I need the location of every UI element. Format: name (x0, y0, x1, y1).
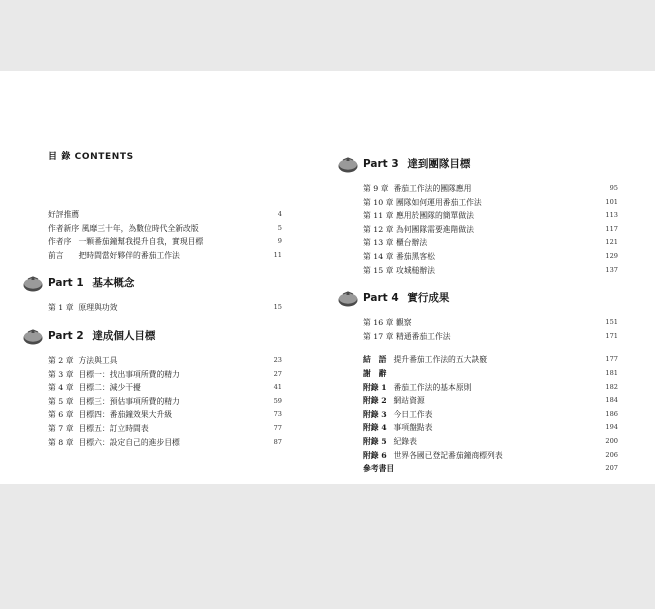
page-number: 194 (605, 423, 618, 432)
toc-row[interactable] (48, 408, 282, 422)
part-name: 達到團隊目標 (407, 158, 471, 170)
toc-row[interactable] (48, 235, 282, 249)
page-number: 73 (273, 410, 282, 419)
chapter-title: 精通番茄工作法 (395, 331, 451, 341)
page-number: 27 (273, 369, 282, 378)
page-number: 206 (605, 450, 618, 459)
part-name: 實行成果 (407, 292, 450, 305)
page-number: 171 (605, 331, 618, 340)
page-number: 186 (605, 409, 618, 418)
toc-row[interactable] (363, 408, 618, 422)
entry-title: 世界各國已登記番茄鐘商標列表 (393, 450, 503, 460)
chapter-title: 番茄黑客松 (395, 251, 435, 261)
chapter-label: 第 1 章 (48, 303, 74, 313)
chapter-title: 目標六：設定自己的進步目標 (78, 437, 180, 447)
part-number: Part 3 (363, 158, 399, 170)
page-number: 177 (605, 355, 618, 364)
page-number: 5 (277, 223, 282, 232)
toc-row[interactable] (48, 436, 282, 450)
toc-row[interactable] (363, 330, 618, 344)
part-name: 達成個人目標 (92, 329, 156, 342)
page-number: 129 (605, 251, 618, 260)
page-number: 59 (273, 396, 282, 405)
page-number: 4 (277, 210, 282, 218)
spacer (363, 343, 618, 353)
toc-row[interactable] (363, 264, 618, 278)
front-matter (48, 208, 282, 262)
entry-label: 結 語 (363, 355, 387, 365)
page-number: 181 (605, 368, 618, 377)
page-number: 121 (605, 238, 618, 247)
toc-row[interactable] (363, 209, 618, 223)
part-heading-4[interactable] (363, 289, 618, 307)
toc-row[interactable] (363, 196, 618, 210)
chapter-label: 第 16 章 (363, 318, 394, 328)
chapter-label: 第 13 章 (363, 238, 394, 248)
toc-row[interactable] (363, 394, 618, 408)
toc-row[interactable] (48, 381, 282, 395)
chapter-title: 番茄工作法的團隊應用 (393, 184, 472, 193)
page-number: 184 (605, 396, 618, 405)
chapter-label: 第 10 章 (363, 197, 394, 207)
toc-row[interactable] (48, 395, 282, 409)
entry-title: 事項盤點表 (393, 423, 433, 433)
chapter-title: 目標一：找出事項所費的精力 (78, 369, 180, 379)
toc-row[interactable] (48, 368, 282, 382)
page-number: 87 (273, 437, 282, 446)
toc-title: 目 錄 CONTENTS (48, 152, 134, 162)
tomato-timer-icon (22, 325, 44, 347)
entry-label: 附錄 4 (363, 423, 387, 433)
toc-row[interactable] (363, 367, 618, 381)
entry-title: 今日工作表 (393, 409, 433, 419)
page-number: 200 (605, 436, 618, 445)
chapter-label: 第 2 章 (48, 355, 74, 365)
page-number: 137 (605, 265, 618, 274)
right-page (363, 155, 618, 476)
entry-title: 風靡三十年，為數位時代全新改版 (81, 223, 199, 233)
entry-label: 附錄 5 (363, 436, 387, 446)
entry-title: 網站資源 (393, 396, 425, 406)
page-number: 117 (605, 224, 618, 233)
toc-row[interactable] (363, 316, 618, 330)
entry-label: 附錄 1 (363, 382, 387, 392)
entry-title: 紀錄表 (393, 436, 417, 446)
chapter-label: 第 8 章 (48, 437, 74, 447)
page-number: 41 (273, 383, 282, 392)
entry-title: 一顆番茄鐘幫我提升自我，實現目標 (78, 237, 204, 247)
toc-row[interactable] (363, 223, 618, 237)
entry-label: 附錄 3 (363, 409, 387, 419)
part-number: Part 2 (48, 329, 84, 342)
toc-row[interactable] (363, 462, 618, 476)
toc-row[interactable] (363, 236, 618, 250)
page-number: 95 (609, 184, 618, 192)
toc-row[interactable] (363, 182, 618, 196)
page-number: 113 (605, 211, 618, 220)
toc-row[interactable] (363, 421, 618, 435)
chapter-title: 目標三：預估事項所費的精力 (78, 396, 180, 406)
chapter-label: 第 14 章 (363, 251, 394, 261)
page-number: 9 (277, 237, 282, 246)
page-number: 207 (605, 464, 618, 473)
page-number: 151 (605, 318, 618, 327)
toc-row[interactable] (48, 208, 282, 222)
chapter-title: 觀察 (395, 318, 412, 328)
toc-row[interactable] (363, 435, 618, 449)
entry-title: 好評推薦 (48, 210, 80, 219)
toc-row[interactable] (48, 301, 282, 315)
page-number: 182 (605, 382, 618, 391)
chapter-label: 第 4 章 (48, 383, 74, 393)
toc-row[interactable] (363, 353, 618, 367)
chapter-label: 第 7 章 (48, 423, 74, 433)
toc-row[interactable] (48, 249, 282, 263)
part-heading-3[interactable] (363, 155, 618, 173)
chapter-label: 第 12 章 (363, 224, 394, 234)
entry-title: 提升番茄工作法的五大訣竅 (393, 355, 488, 365)
toc-row[interactable] (363, 449, 618, 463)
chapter-title: 原理與功效 (78, 303, 118, 313)
chapter-label: 第 9 章 (363, 184, 389, 193)
entry-title: 把時間當好夥伴的番茄工作法 (78, 250, 180, 260)
chapter-title: 目標五：訂立時間表 (78, 423, 149, 433)
part-name: 基本概念 (92, 277, 135, 290)
chapter-label: 第 5 章 (48, 396, 74, 406)
entry-label: 參考書目 (363, 464, 395, 474)
page-number: 101 (605, 197, 618, 206)
left-page (48, 149, 282, 449)
toc-row[interactable] (363, 250, 618, 264)
page-number: 23 (273, 355, 282, 364)
toc-row[interactable] (363, 381, 618, 395)
chapter-title: 方法與工具 (78, 355, 118, 365)
chapter-label: 第 11 章 (363, 211, 394, 221)
entry-label: 前言 (48, 250, 64, 260)
toc-row[interactable] (48, 422, 282, 436)
entry-label: 謝 辭 (363, 368, 387, 378)
tomato-timer-icon (22, 272, 44, 294)
tomato-timer-icon (337, 287, 359, 309)
book-spread (0, 71, 655, 484)
part-number: Part 1 (48, 277, 84, 290)
part-number: Part 4 (363, 292, 399, 305)
chapter-title: 團隊如何運用番茄工作法 (395, 197, 482, 207)
entry-label: 附錄 6 (363, 450, 387, 460)
part-heading-1[interactable] (48, 274, 282, 292)
chapter-label: 第 17 章 (363, 331, 394, 341)
page-number: 77 (273, 423, 282, 432)
chapter-title: 為何團隊需要進階做法 (395, 224, 474, 234)
entry-label: 作者序 (48, 237, 72, 247)
chapter-title: 目標四：番茄鐘效果大升級 (78, 410, 173, 420)
toc-row[interactable] (48, 222, 282, 236)
toc-row[interactable] (48, 354, 282, 368)
chapter-title: 攻城槌辦法 (395, 265, 435, 275)
tomato-timer-icon (337, 153, 359, 175)
chapter-title: 櫃台辦法 (395, 238, 428, 248)
page-number: 15 (273, 303, 282, 312)
entry-label: 作者新序 (48, 223, 80, 233)
chapter-title: 應用於團隊的簡單做法 (395, 211, 474, 221)
chapter-label: 第 15 章 (363, 265, 394, 275)
chapter-label: 第 6 章 (48, 410, 74, 420)
page-number: 11 (273, 250, 282, 259)
chapter-title: 目標二：減少干擾 (78, 383, 141, 393)
entry-label: 附錄 2 (363, 396, 387, 406)
chapter-label: 第 3 章 (48, 369, 74, 379)
entry-title: 番茄工作法的基本原則 (393, 382, 472, 392)
part-heading-2[interactable] (48, 327, 282, 345)
